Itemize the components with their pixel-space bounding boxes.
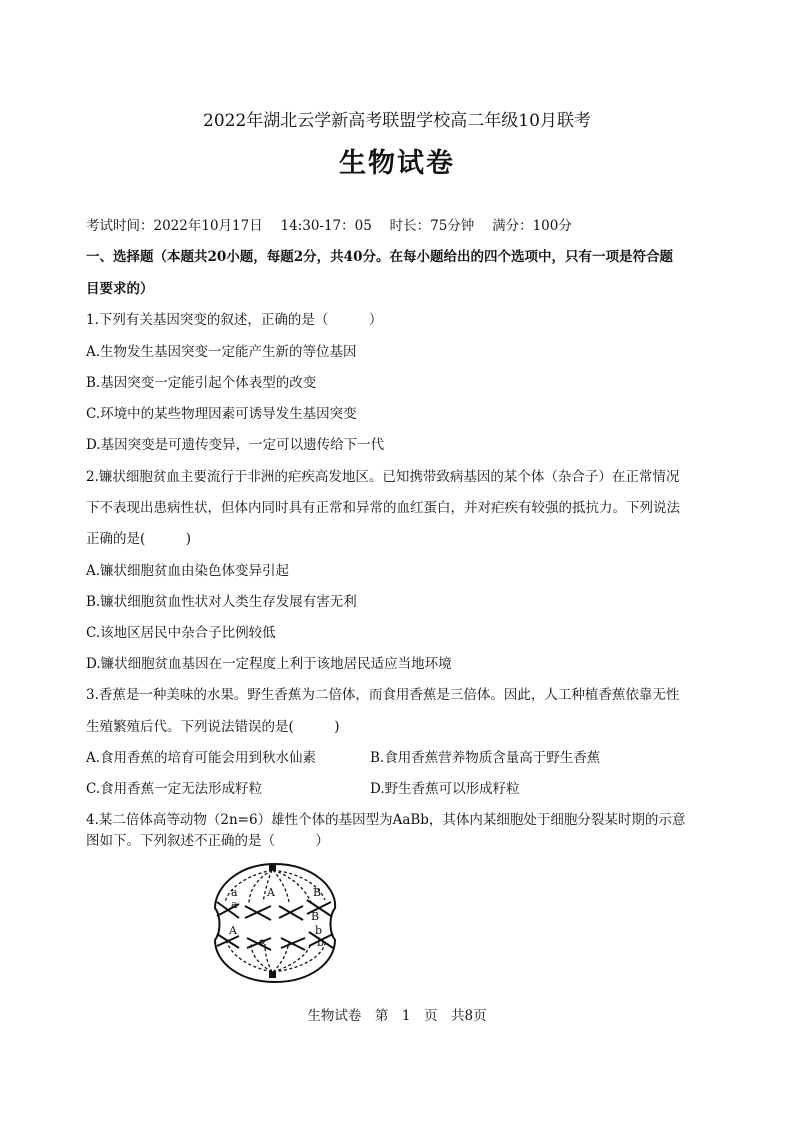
- q2-stem-1: 2.镰状细胞贫血主要流行于非洲的疟疾高发地区。已知携带致病基因的某个体（杂合子）在正常情况: [86, 469, 680, 485]
- q2-stem-2: 下不表现出患病性状，但体内同时具有正常和异常的血红蛋白，并对疟疾有较强的抵抗力。下列说法: [86, 500, 680, 516]
- gene-label-A-left: A: [229, 924, 237, 937]
- q4-stem-1: 4.某二倍体高等动物（2n=6）雄性个体的基因型为AaBb，其体内某细胞处于细胞分裂某时期的示意: [86, 812, 686, 828]
- q2-option-c: C.该地区居民中杂合子比例较低: [86, 625, 276, 641]
- q1-option-a: A.生物发生基因突变一定能产生新的等位基因: [86, 344, 357, 360]
- q4-stem-2: 图如下。下列叙述不正确的是（ ）: [86, 833, 329, 849]
- q2-option-a: A.镰状细胞贫血由染色体变异引起: [86, 563, 290, 579]
- cell-division-figure: [205, 858, 345, 988]
- gene-label-B-mid: B: [311, 910, 320, 923]
- exam-title: 生物试卷: [339, 148, 455, 179]
- section-heading-cont: 目要求的）: [86, 281, 154, 297]
- q1-option-b: B.基因突变一定能引起个体表型的改变: [86, 375, 317, 391]
- q2-option-b: B.镰状细胞贫血性状对人类生存发展有害无利: [86, 594, 357, 610]
- q3-option-d: D.野生香蕉可以形成籽粒: [370, 781, 520, 797]
- exam-subtitle: 2022年湖北云学新高考联盟学校高二年级10月联考: [203, 111, 591, 131]
- spindle-fibers: [225, 870, 325, 972]
- bottom-centrosome-icon: [269, 972, 276, 978]
- q1-option-d: D.基因突变是可遗传变异，一定可以遗传给下一代: [86, 437, 385, 453]
- q2-option-d: D.镰状细胞贫血基因在一定程度上利于该地居民适应当地环境: [86, 656, 452, 672]
- q1-option-c: C.环境中的某些物理因素可诱导发生基因突变: [86, 406, 357, 422]
- gene-label-a-lower: a: [231, 898, 238, 911]
- section-heading: 一、选择题（本题共20小题，每题2分，共40分。在每小题给出的四个选项中，只有一项是符合题: [86, 249, 673, 265]
- q3-option-a: A.食用香蕉的培育可能会用到秋水仙素: [86, 750, 317, 766]
- q1-stem: 1.下列有关基因突变的叙述，正确的是（ ）: [86, 312, 383, 328]
- gene-label-a-upper: a: [231, 886, 238, 899]
- gene-label-B-top: B: [313, 886, 322, 899]
- gene-label-b-lower: b: [317, 936, 325, 949]
- top-centrosome-icon: [269, 864, 276, 870]
- q3-stem-1: 3.香蕉是一种美味的水果。野生香蕉为二倍体，而食用香蕉是三倍体。因此，人工种植香蕉依靠无性: [86, 687, 680, 703]
- q2-stem-3: 正确的是( ): [86, 531, 192, 547]
- gene-label-A-top: A: [267, 886, 275, 899]
- gene-label-b-upper: b: [315, 924, 323, 937]
- cell-membrane: [215, 864, 335, 982]
- q3-option-c: C.食用香蕉一定无法形成籽粒: [86, 781, 263, 797]
- q3-option-b: B.食用香蕉营养物质含量高于野生香蕉: [370, 750, 601, 766]
- q3-stem-2: 生殖繁殖后代。下列说法错误的是( ): [86, 719, 340, 735]
- page-footer: 生物试卷 第 1 页 共8页: [307, 1008, 487, 1024]
- exam-info: 考试时间：2022年10月17日 14:30-17：05 时长：75分钟 满分：100分: [86, 218, 572, 234]
